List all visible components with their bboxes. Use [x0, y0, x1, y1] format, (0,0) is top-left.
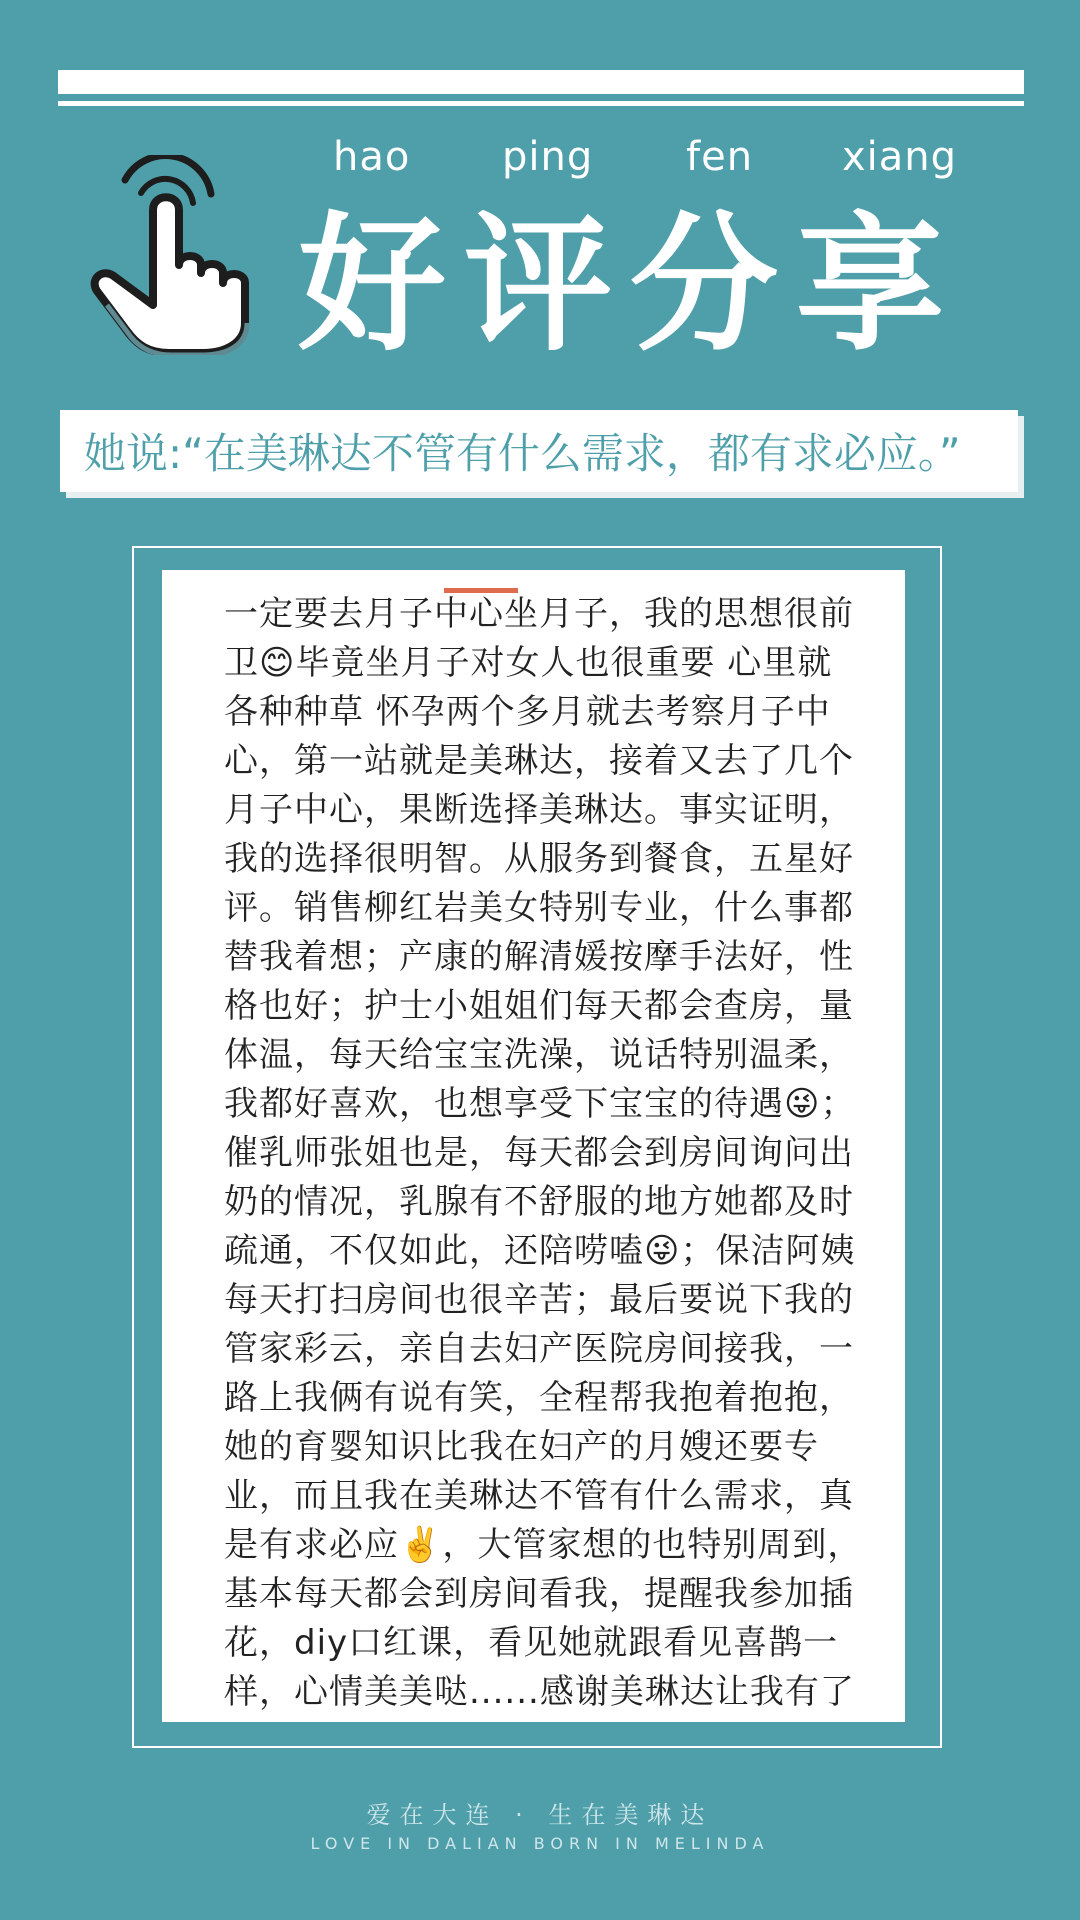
review-line: 管家彩云，亲自去妇产医院房间接我，一	[224, 1329, 854, 1369]
page-title: 好评分享	[298, 199, 962, 371]
review-text	[224, 590, 864, 1717]
review-line: 格也好；护士小姐姐们每天都会查房，量	[224, 986, 854, 1026]
footer-slogan-cn: 爱在大连 · 生在美琳达	[366, 1801, 714, 1829]
review-line: 每天打扫房间也很辛苦；最后要说下我的	[224, 1280, 854, 1320]
review-line: 一定要去月子中心坐月子，我的思想很前	[224, 594, 854, 634]
review-line: 各种种草 怀孕两个多月就去考察月子中	[224, 692, 831, 732]
review-line: 催乳师张姐也是，每天都会到房间询问出	[224, 1133, 854, 1173]
review-line: 我都好喜欢，也想享受下宝宝的待遇😜；	[224, 1084, 856, 1124]
quote-banner	[60, 410, 1018, 492]
review-line: 花，diy口红课，看见她就跟看见喜鹊一	[224, 1623, 839, 1663]
review-line: 她的育婴知识比我在妇产的月嫂还要专	[224, 1427, 819, 1467]
pinyin-fen: fen	[686, 134, 754, 180]
review-line: 业，而且我在美琳达不管有什么需求，真	[224, 1476, 854, 1516]
review-line: 样，心情美美哒......感谢美琳达让我有了	[224, 1672, 855, 1712]
pinyin-ping: ping	[502, 134, 594, 180]
review-line: 是有求必应✌️，大管家想的也特别周到，	[224, 1525, 863, 1565]
top-decorative-bar	[58, 70, 1024, 94]
review-line: 月子中心，果断选择美琳达。事实证明，	[224, 790, 854, 830]
pinyin-hao: hao	[333, 134, 411, 180]
review-line: 心，第一站就是美琳达，接着又去了几个	[224, 741, 854, 781]
pinyin-xiang: xiang	[842, 134, 958, 180]
review-line: 卫😊毕竟坐月子对女人也很重要 心里就	[224, 643, 833, 683]
review-line: 体温，每天给宝宝洗澡，说话特别温柔，	[224, 1035, 854, 1075]
pointing-hand-icon	[85, 155, 265, 355]
review-line: 奶的情况，乳腺有不舒服的地方她都及时	[224, 1182, 854, 1222]
review-line: 疏通，不仅如此，还陪唠嗑😜；保洁阿姨	[224, 1231, 856, 1271]
quote-text: 她说:“在美琳达不管有什么需求，都有求必应。”	[84, 429, 961, 478]
review-line: 我的选择很明智。从服务到餐食，五星好	[224, 839, 854, 879]
review-line: 替我着想；产康的解清媛按摩手法好，性	[224, 937, 854, 977]
top-decorative-line	[58, 101, 1024, 106]
footer-slogan-en: LOVE IN DALIAN BORN IN MELINDA	[310, 1834, 770, 1853]
review-line: 路上我俩有说有笑，全程帮我抱着抱抱，	[224, 1378, 854, 1418]
review-line: 基本每天都会到房间看我，提醒我参加插	[224, 1574, 854, 1614]
review-card	[162, 570, 905, 1722]
review-line: 评。销售柳红岩美女特别专业，什么事都	[224, 888, 854, 928]
